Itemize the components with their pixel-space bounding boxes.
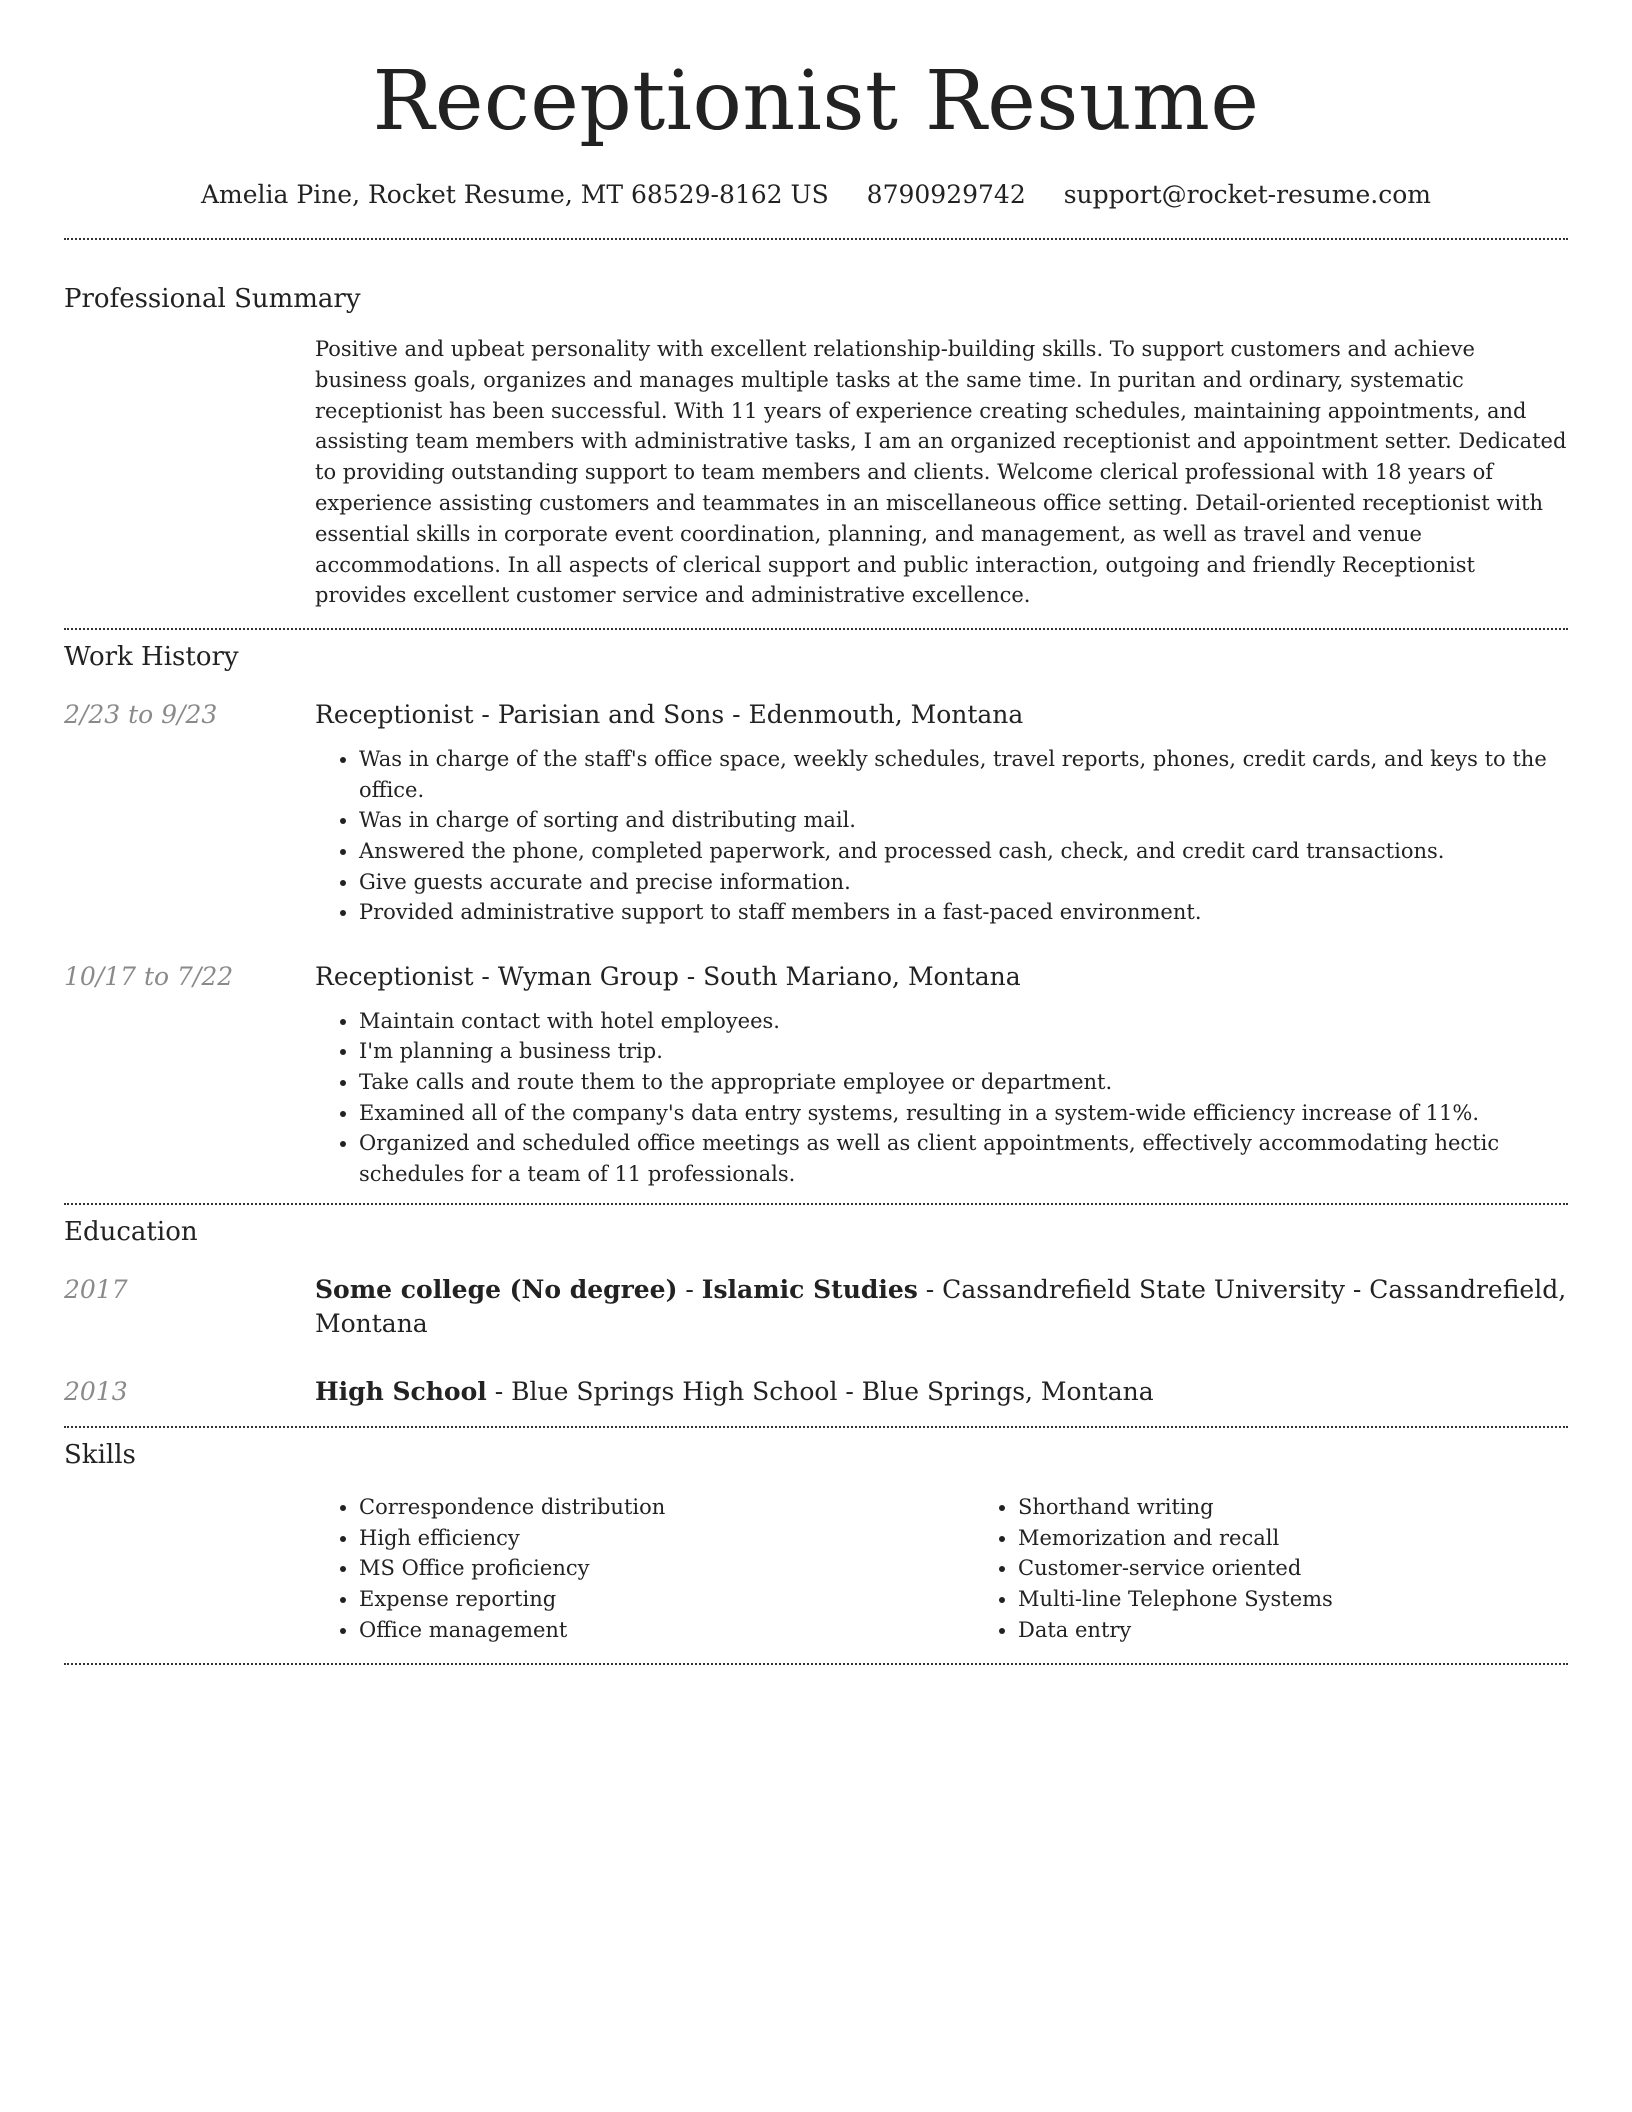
job-bullets xyxy=(315,744,1568,928)
job-title: Receptionist - Parisian and Sons - Edenmouth, Montana xyxy=(315,700,1024,730)
divider xyxy=(64,1203,1568,1205)
education-section xyxy=(64,1215,1568,1409)
list-item: • I'm planning a business trip. xyxy=(359,1036,1568,1067)
divider xyxy=(64,238,1568,240)
section-heading-education: Education xyxy=(64,1217,198,1248)
work-history-section xyxy=(64,640,1568,1189)
list-item: • Give guests accurate and precise information. xyxy=(359,867,1568,898)
skills-list-right xyxy=(974,1492,1632,1645)
section-heading-skills: Skills xyxy=(64,1440,136,1471)
list-item: • Expense reporting xyxy=(359,1584,974,1615)
list-item: • Multi-line Telephone Systems xyxy=(1018,1584,1632,1615)
list-item: • Answered the phone, completed paperwork, and processed cash, check, and credit card transactions. xyxy=(359,836,1568,867)
list-item: • MS Office proficiency xyxy=(359,1553,974,1584)
resume-page xyxy=(64,0,1568,1665)
contact-address: Amelia Pine, Rocket Resume, MT 68529-8162 US xyxy=(200,180,829,209)
contact-email: support@rocket-resume.com xyxy=(1063,180,1431,209)
section-heading-summary: Professional Summary xyxy=(64,284,361,314)
job-title: Receptionist - Wyman Group - South Mariano, Montana xyxy=(315,961,1021,991)
contact-line xyxy=(64,178,1568,212)
list-item: • Maintain contact with hotel employees. xyxy=(359,1006,1568,1037)
education-year: 2017 xyxy=(64,1275,128,1305)
job-dates: 2/23 to 9/23 xyxy=(64,700,218,730)
section-heading-work: Work History xyxy=(64,642,239,673)
list-item: • Organized and scheduled office meetings as well as client appointments, effectively accommodating hectic schedules for a team of 11 professionals. xyxy=(359,1128,1568,1189)
list-item: • Office management xyxy=(359,1615,974,1646)
list-item: • High efficiency xyxy=(359,1523,974,1554)
divider xyxy=(64,628,1568,630)
education-title: High School - Blue Springs High School - Blue Springs, Montana xyxy=(315,1377,1154,1407)
list-item: • Provided administrative support to staff members in a fast-paced environment. xyxy=(359,897,1568,928)
divider xyxy=(64,1663,1568,1665)
job-dates: 10/17 to 7/22 xyxy=(64,961,234,991)
skills-list-left xyxy=(315,1492,974,1645)
divider xyxy=(64,1426,1568,1428)
list-item: • Data entry xyxy=(1018,1615,1632,1646)
education-entry xyxy=(64,1273,1568,1341)
education-year: 2013 xyxy=(64,1377,128,1407)
job-entry xyxy=(64,698,1568,928)
resume-title: Receptionist Resume xyxy=(372,54,1260,149)
professional-summary-section xyxy=(64,282,1568,611)
list-item: • Was in charge of sorting and distributing mail. xyxy=(359,805,1568,836)
skills-section xyxy=(64,1438,1568,1645)
list-item: • Memorization and recall xyxy=(1018,1523,1632,1554)
list-item: • Customer-service oriented xyxy=(1018,1553,1632,1584)
list-item: • Examined all of the company's data entry systems, resulting in a system-wide efficiency increase of 11%. xyxy=(359,1098,1568,1129)
list-item: • Shorthand writing xyxy=(1018,1492,1632,1523)
list-item: • Take calls and route them to the appropriate employee or department. xyxy=(359,1067,1568,1098)
education-entry xyxy=(64,1375,1568,1409)
job-bullets xyxy=(315,1006,1568,1190)
list-item: • Correspondence distribution xyxy=(359,1492,974,1523)
summary-text: Positive and upbeat personality with excellent relationship-building skills. To support customers and achieve business goals, organizes and manages multiple tasks at the same time. In puritan and ordinary, systematic receptionist has been successful. With 11 years of experience creating schedules, maintaining appointments, and assisting team members with administrative tasks, I am an organized receptionist and appointment setter. Dedicated to providing outstanding support to team members and clients. Welcome clerical professional with 18 years of experience assisting customers and teammates in an miscellaneous office setting. Detail-oriented receptionist with essential skills in corporate event coordination, planning, and management, as well as travel and venue accommodations. In all aspects of clerical support and public interaction, outgoing and friendly Receptionist provides excellent customer service and administrative excellence. xyxy=(315,337,1567,608)
contact-phone: 8790929742 xyxy=(866,180,1026,209)
education-title: Some college (No degree) - Islamic Studies - Cassandrefield State University - Cassandrefield, Montana xyxy=(315,1275,1567,1339)
list-item: • Was in charge of the staff's office space, weekly schedules, travel reports, phones, credit cards, and keys to the office. xyxy=(359,744,1568,805)
job-entry xyxy=(64,960,1568,1190)
